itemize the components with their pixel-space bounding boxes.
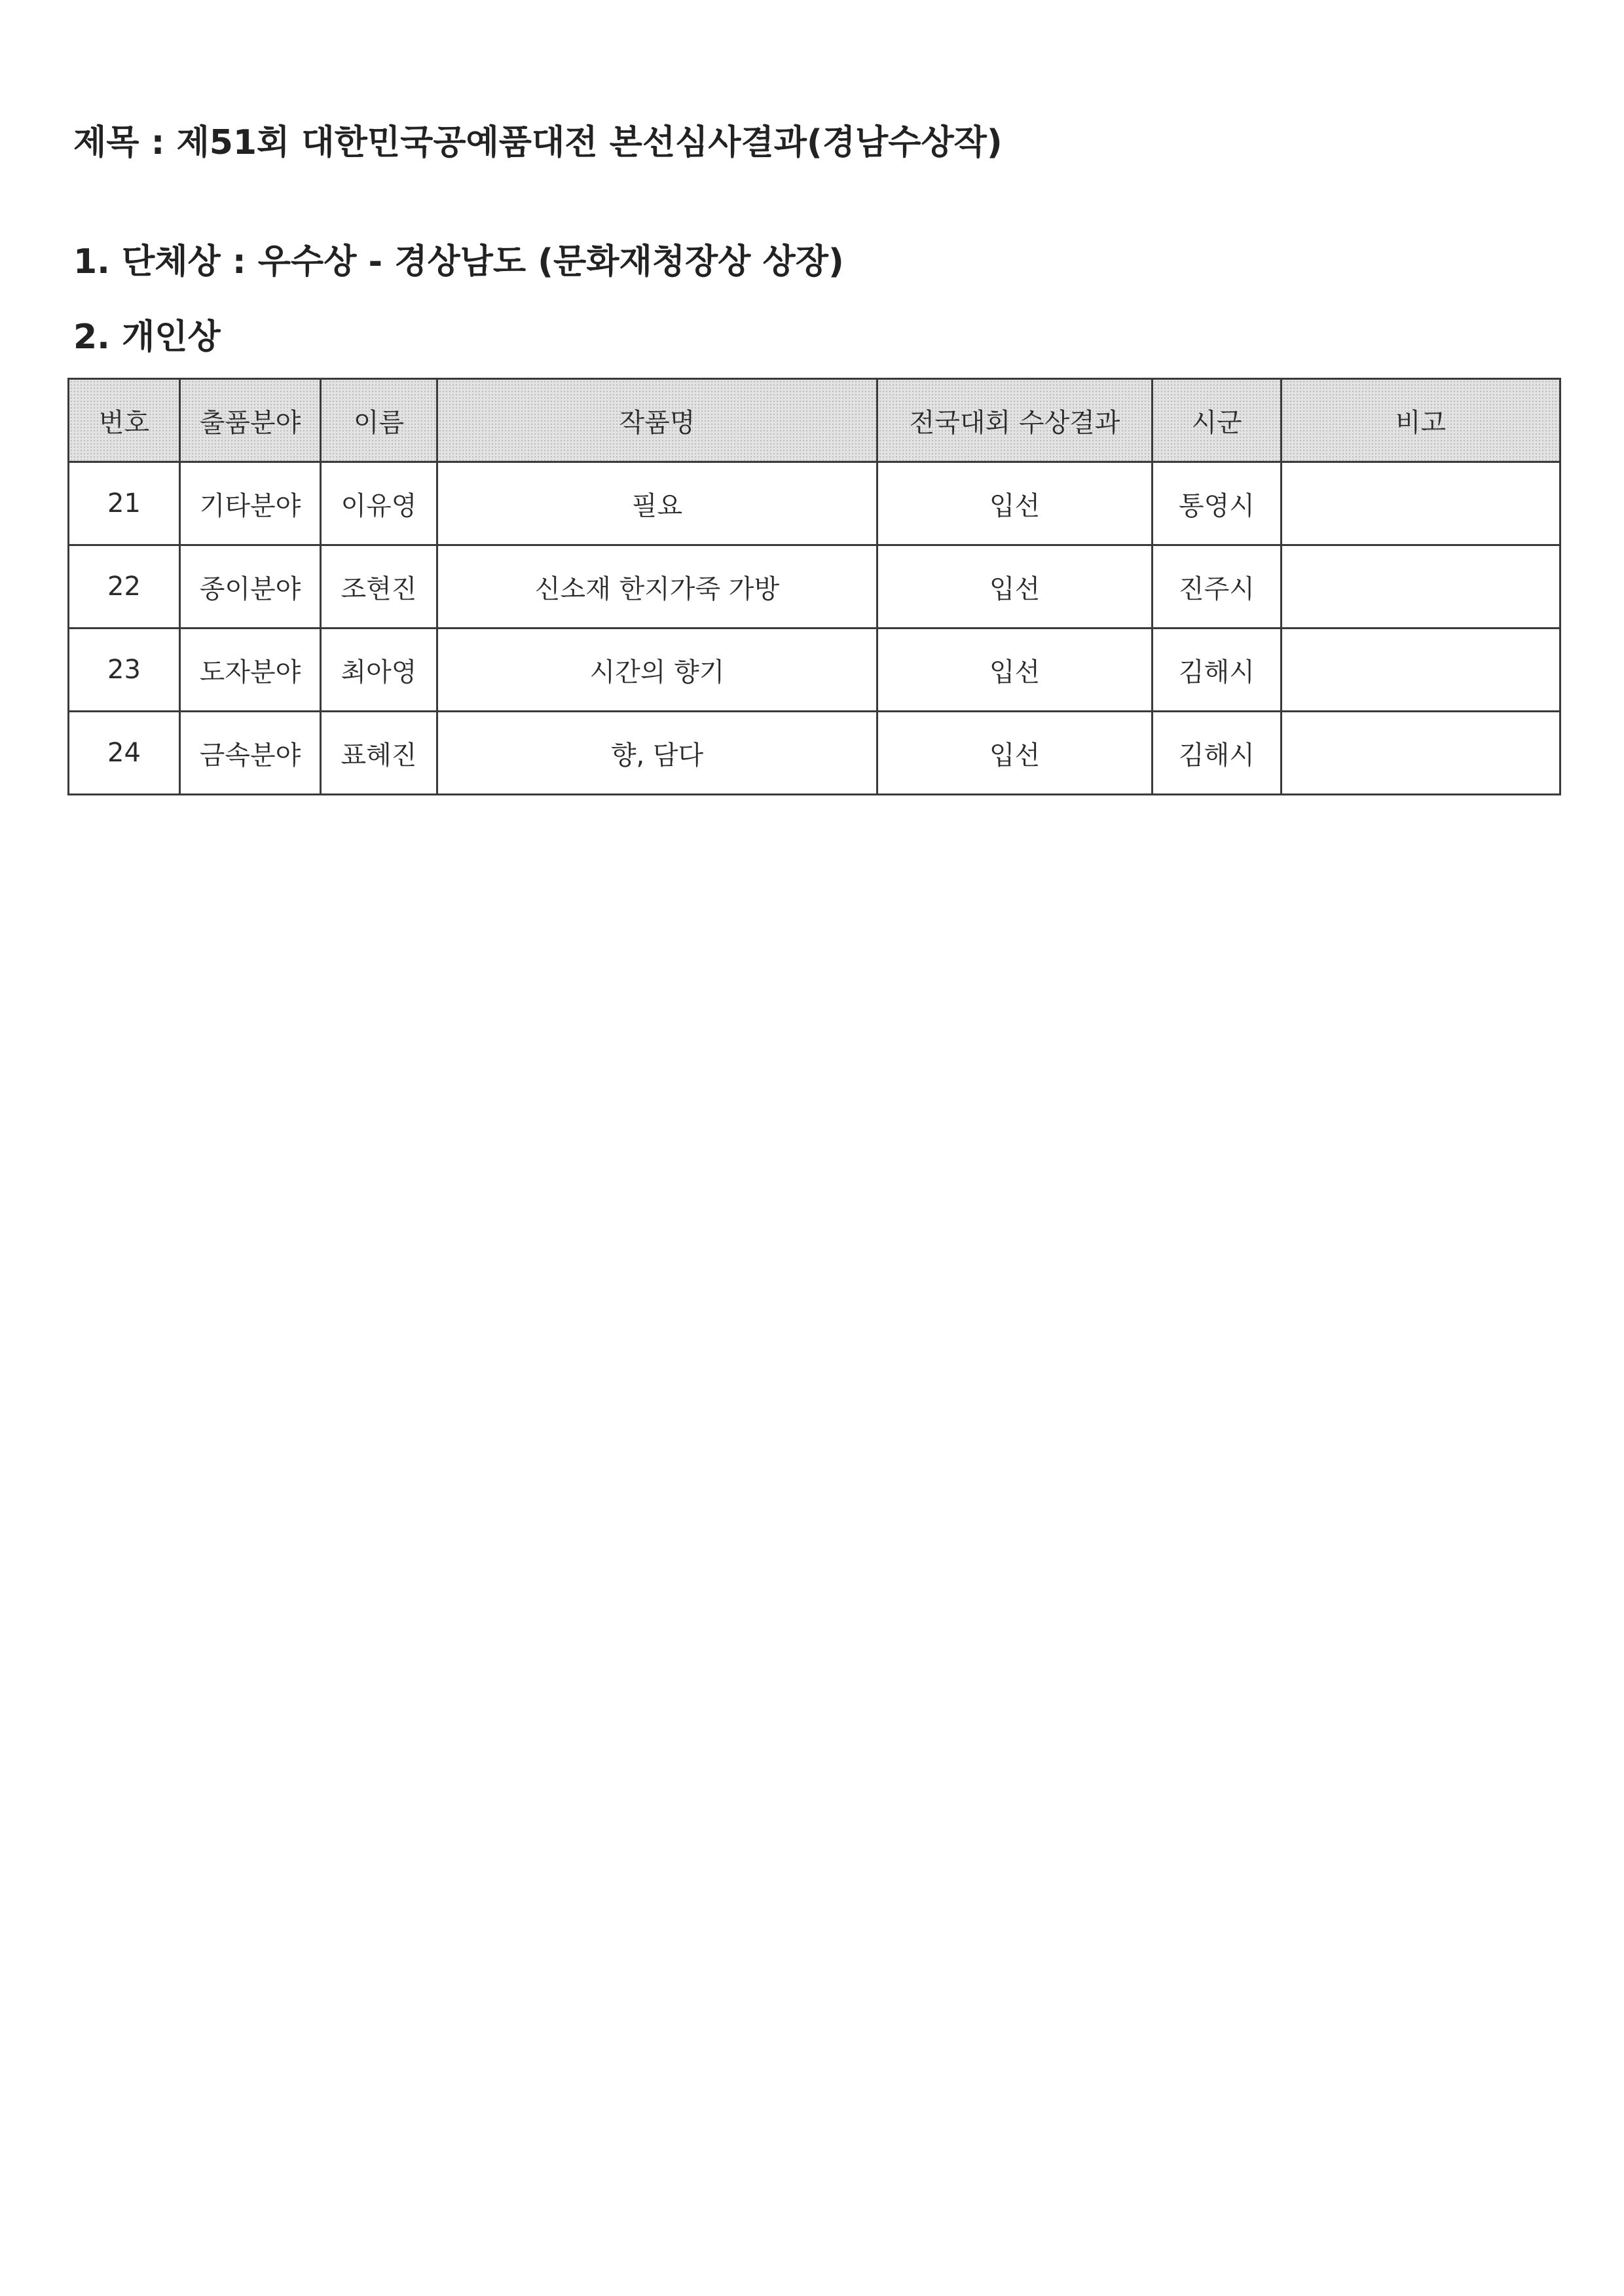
cell-national-result: 입선 (877, 712, 1153, 795)
table-row (69, 545, 1560, 629)
header-national-result: 전국대회 수상결과 (877, 379, 1153, 462)
header-note: 비고 (1282, 379, 1560, 462)
cell-note (1282, 545, 1560, 629)
cell-work-title: 향, 담다 (437, 712, 877, 795)
table-row (69, 629, 1560, 712)
document-title: 제목 : 제51회 대한민국공예품대전 본선심사결과(경남수상작) (73, 123, 1003, 162)
cell-work-title: 시간의 향기 (437, 629, 877, 712)
table-row (69, 462, 1560, 545)
cell-number: 24 (69, 712, 180, 795)
cell-category: 종이분야 (180, 545, 321, 629)
cell-note (1282, 629, 1560, 712)
cell-region: 통영시 (1153, 462, 1282, 545)
cell-number: 23 (69, 629, 180, 712)
cell-category: 기타분야 (180, 462, 321, 545)
cell-category: 도자분야 (180, 629, 321, 712)
cell-national-result: 입선 (877, 545, 1153, 629)
cell-national-result: 입선 (877, 629, 1153, 712)
cell-note (1282, 712, 1560, 795)
cell-work-title: 필요 (437, 462, 877, 545)
cell-region: 김해시 (1153, 629, 1282, 712)
cell-region: 진주시 (1153, 545, 1282, 629)
cell-name: 조현진 (321, 545, 437, 629)
cell-region: 김해시 (1153, 712, 1282, 795)
cell-work-title: 신소재 한지가죽 가방 (437, 545, 877, 629)
cell-name: 이유영 (321, 462, 437, 545)
cell-category: 금속분야 (180, 712, 321, 795)
cell-name: 표혜진 (321, 712, 437, 795)
header-name: 이름 (321, 379, 437, 462)
cell-number: 22 (69, 545, 180, 629)
cell-note (1282, 462, 1560, 545)
table-row (69, 712, 1560, 795)
header-region: 시군 (1153, 379, 1282, 462)
individual-award-heading: 2. 개인상 (73, 318, 221, 357)
header-work-title: 작품명 (437, 379, 877, 462)
cell-national-result: 입선 (877, 462, 1153, 545)
cell-name: 최아영 (321, 629, 437, 712)
group-award-line: 1. 단체상 : 우수상 - 경상남도 (문화재청장상 상장) (73, 242, 844, 282)
table-header-row (69, 379, 1560, 462)
award-results-table (67, 378, 1561, 795)
header-category: 출품분야 (180, 379, 321, 462)
cell-number: 21 (69, 462, 180, 545)
header-number: 번호 (69, 379, 180, 462)
